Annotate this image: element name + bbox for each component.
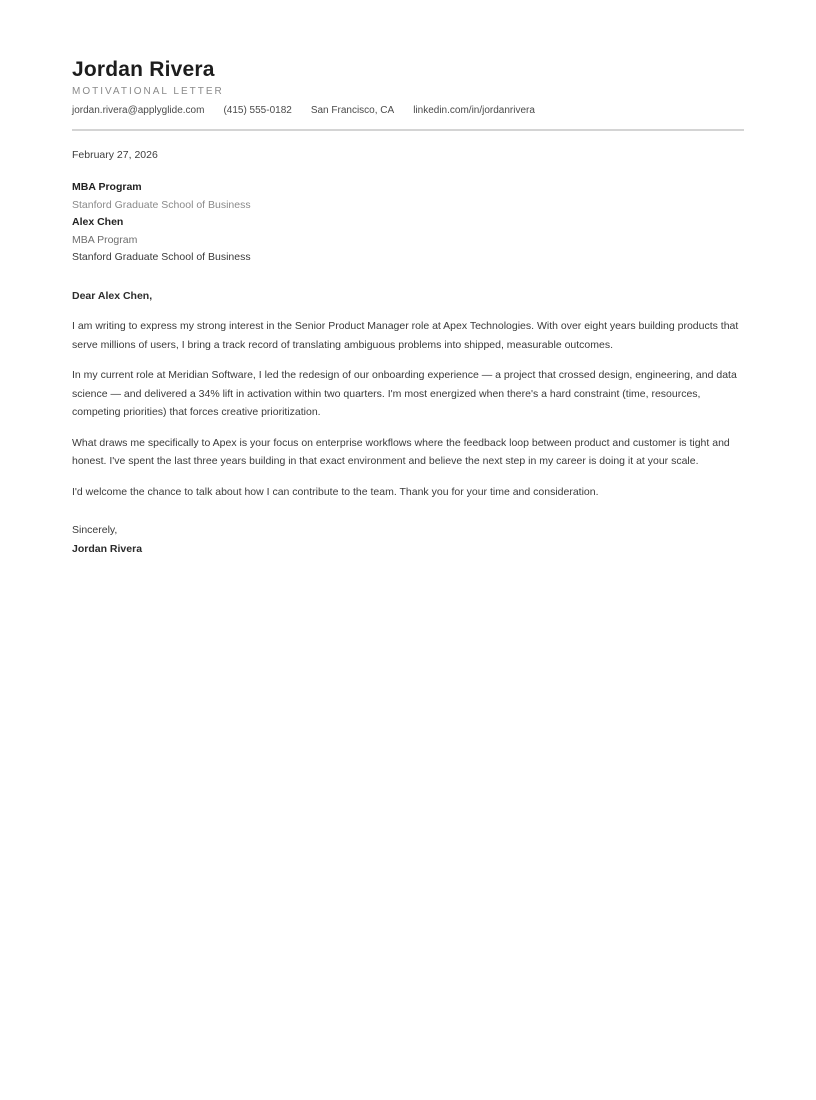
contact-info [72,104,744,118]
contact-location: San Francisco, CA [310,105,395,116]
recipient-program: MBA Program [72,181,142,193]
recipient-organization: Stanford Graduate School of Business [72,251,251,264]
letter-header [72,57,744,131]
contact-email: jordan.rivera@applyglide.com [72,105,205,116]
recipient-role: MBA Program [72,233,138,246]
letter-paragraph: I am writing to express my strong interest in the Senior Product Manager role at Apex Technologies. With over eight years building products that serve millions of users, I bring a track record of translating ambiguous problems into shipped, measurable outcomes. [72,320,739,351]
contact-linkedin: linkedin.com/in/jordanrivera [413,105,535,116]
closing-block [72,521,744,558]
salutation: Dear Alex Chen, [72,289,153,302]
header-divider [72,129,744,131]
letter-paragraph: I'd welcome the chance to talk about how I can contribute to the team. Thank you for your time and consideration. [72,485,599,498]
recipient-block [72,179,744,267]
signature-name: Jordan Rivera [72,542,143,555]
contact-phone: (415) 555-0182 [223,105,292,116]
recipient-school: Stanford Graduate School of Business [72,198,251,211]
closing-valediction: Sincerely, [72,524,118,537]
document-type-label: MOTIVATIONAL LETTER [72,86,224,97]
author-name: Jordan Rivera [72,58,215,81]
recipient-name: Alex Chen [72,216,124,229]
letter-paragraph: In my current role at Meridian Software, I led the redesign of our onboarding experience — a project that crossed design, engineering, and data science — and delivered a 34% lift in activation within two quarters. I'm most energized when there's a hard constraint (time, resources, competing priorities) that forces creative prioritization. [72,369,737,419]
letter-paragraph: What draws me specifically to Apex is your focus on enterprise workflows where the feedback loop between product and customer is tight and honest. I've spent the last three years building in that exact environment and believe the next step in my career is doing it at your scale. [72,436,730,468]
letter-date: February 27, 2026 [72,149,158,161]
